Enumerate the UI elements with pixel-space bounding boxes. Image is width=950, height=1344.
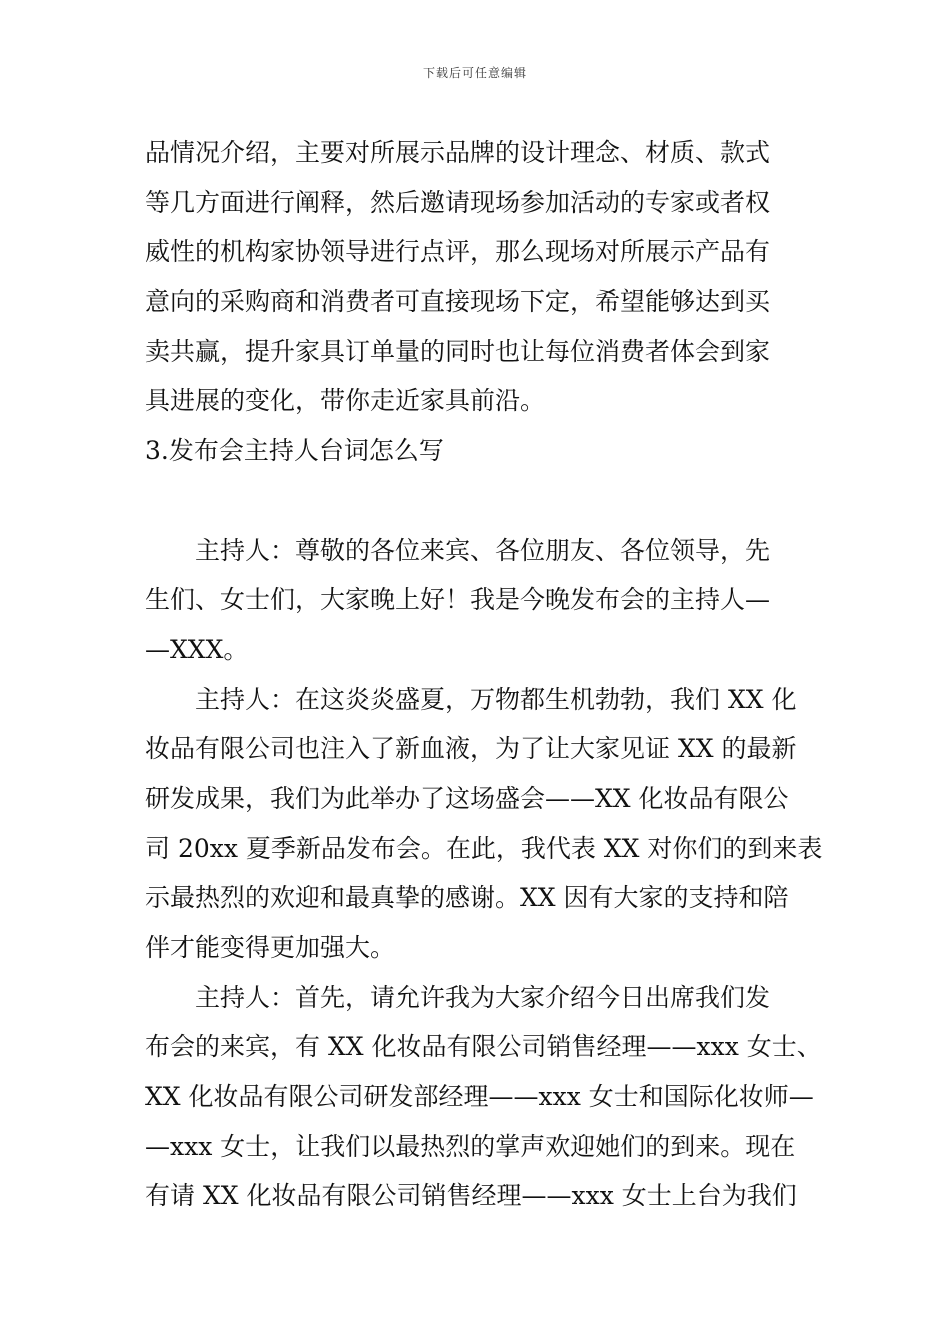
text-line: XX 化妆品有限公司研发部经理——xxx 女士和国际化妆师— bbox=[145, 1082, 814, 1112]
blank-line bbox=[145, 476, 810, 526]
page-header-note: 下载后可任意编辑 bbox=[422, 66, 527, 80]
section-heading-text: 3.发布会主持人台词怎么写 bbox=[145, 436, 444, 466]
text-line: 品情况介绍，主要对所展示品牌的设计理念、材质、款式 bbox=[145, 138, 771, 167]
text-line: 妆品有限公司也注入了新血液，为了让大家见证 XX 的最新 bbox=[145, 734, 797, 764]
text-line: 布会的来宾，有 XX 化妆品有限公司销售经理——xxx 女士、 bbox=[145, 1032, 822, 1062]
document-body bbox=[145, 128, 823, 1221]
text-line: 威性的机构家协领导进行点评，那么现场对所展示产品有 bbox=[145, 237, 771, 267]
text-line: —xxx 女士，让我们以最热烈的掌声欢迎她们的到来。现在 bbox=[145, 1131, 796, 1161]
text-line: 具进展的变化，带你走近家具前沿。 bbox=[145, 386, 546, 416]
text-line: 主持人：在这炎炎盛夏，万物都生机勃勃，我们 XX 化 bbox=[195, 684, 797, 714]
text-line: 主持人：首先，请允许我为大家介绍今日出席我们发 bbox=[195, 982, 771, 1012]
paragraph-host-greeting bbox=[145, 526, 810, 675]
text-line: 司 20xx 夏季新品发布会。在此，我代表 XX 对你们的到来表 bbox=[145, 833, 823, 863]
text-line: 研发成果，我们为此举办了这场盛会——XX 化妆品有限公 bbox=[145, 783, 789, 813]
section-heading bbox=[145, 426, 810, 476]
text-line: 卖共赢，提升家具订单量的同时也让每位消费者体会到家 bbox=[145, 336, 771, 366]
text-line: 等几方面进行阐释，然后邀请现场参加活动的专家或者权 bbox=[145, 187, 771, 217]
paragraph-intro-continuation bbox=[145, 128, 810, 426]
text-line: 生们、女士们，大家晚上好！我是今晚发布会的主持人— bbox=[145, 585, 771, 615]
paragraph-host-guests bbox=[145, 973, 822, 1221]
text-line: 示最热烈的欢迎和最真挚的感谢。XX 因有大家的支持和陪 bbox=[145, 883, 789, 913]
paragraph-host-opening bbox=[145, 675, 823, 973]
text-line: —XXX。 bbox=[145, 634, 249, 664]
text-line: 伴才能变得更加强大。 bbox=[145, 933, 396, 962]
text-line: 主持人：尊敬的各位来宾、各位朋友、各位领导，先 bbox=[195, 535, 771, 565]
text-line: 意向的采购商和消费者可直接现场下定，希望能够达到买 bbox=[145, 287, 771, 317]
text-line: 有请 XX 化妆品有限公司销售经理——xxx 女士上台为我们 bbox=[145, 1181, 797, 1211]
